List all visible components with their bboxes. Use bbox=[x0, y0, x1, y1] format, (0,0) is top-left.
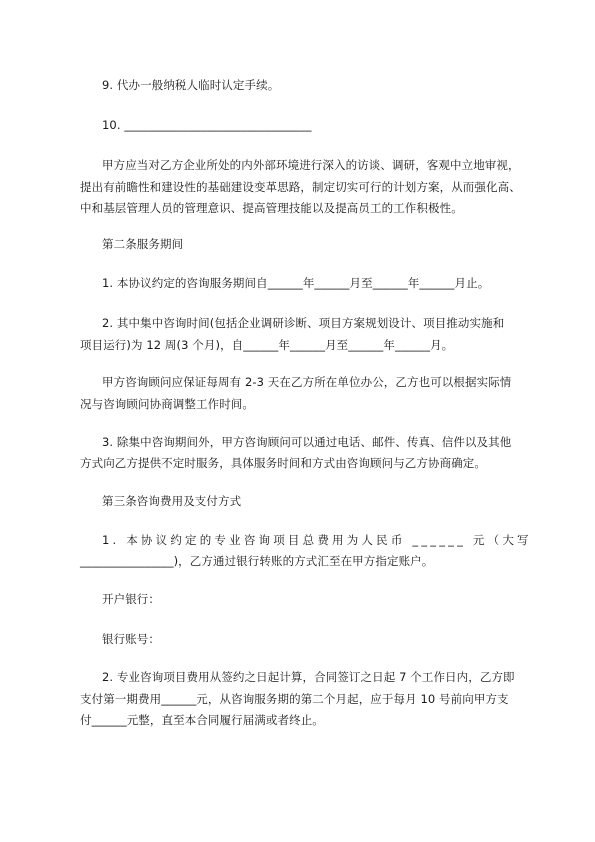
section-heading-3: 第三条咨询费用及支付方式 bbox=[102, 494, 242, 508]
paragraph-line: 中和基层管理人员的管理意识、提高管理技能以及提高员工的工作积极性。 bbox=[80, 201, 463, 215]
item-9: 9. 代办一般纳税人临时认定手续。 bbox=[102, 78, 280, 92]
clause-3-1-cont: ________________)，乙方通过银行转账的方式汇至在甲方指定账户。 bbox=[80, 554, 434, 568]
clause-2-2: 2. 其中集中咨询时间(包括企业调研诊断、项目方案规划设计、项目推动实施和 bbox=[102, 316, 505, 330]
clause-2-1: 1. 本协议约定的咨询服务期间自______年______月至______年______月止。 bbox=[102, 276, 490, 290]
clause-2-2-cont: 项目运行)为 12 周(3 个月)，自______年______月至______年______月。 bbox=[80, 338, 454, 352]
clause-2-3-cont: 方式向乙方提供不定时服务，具体服务时间和方式由咨询顾问与乙方协商确定。 bbox=[80, 456, 486, 470]
paragraph-line: 提出有前瞻性和建设性的基础建设变革思路，制定切实可行的计划方案，从而强化高、 bbox=[80, 180, 521, 194]
paragraph-line: 甲方应当对乙方企业所处的内外部环境进行深入的访谈、调研，客观中立地审视， bbox=[102, 158, 520, 172]
section-heading-2: 第二条服务期间 bbox=[102, 237, 184, 251]
bank-name-label: 开户银行： bbox=[102, 592, 160, 606]
item-10: 10. ________________________________ bbox=[102, 118, 312, 132]
paragraph-line: 甲方咨询顾问应保证每周有 2-3 天在乙方所在单位办公，乙方也可以根据实际情 bbox=[102, 375, 512, 389]
clause-3-2-cont: 付______元整，直至本合同履行届满或者终止。 bbox=[80, 713, 324, 727]
clause-3-1: 1. 本协议约定的专业咨询项目总费用为人民币 ______ 元（大写 bbox=[102, 533, 532, 547]
clause-2-3: 3. 除集中咨询期间外，甲方咨询顾问可以通过电话、邮件、传真、信件以及其他 bbox=[102, 435, 512, 449]
clause-3-2-cont: 支付第一期费用______元，从咨询服务期的第二个月起，应于每月 10 号前向甲方支 bbox=[80, 692, 509, 706]
bank-account-label: 银行账号： bbox=[102, 632, 160, 646]
paragraph-line: 况与咨询顾问协商调整工作时间。 bbox=[80, 397, 254, 411]
clause-3-2: 2. 专业咨询项目费用从签约之日起计算，合同签订之日起 7 个工作日内，乙方即 bbox=[102, 670, 515, 684]
